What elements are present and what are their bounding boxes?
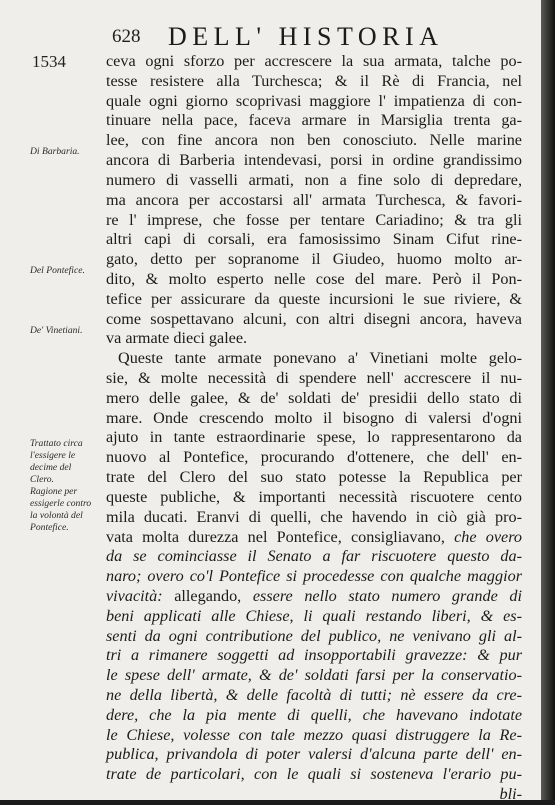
text-segment-italic: vivacità: bbox=[106, 586, 163, 605]
text-segment-italic: essere nello stato numero grande di bbox=[252, 586, 522, 605]
margin-note-ragione: Ragione per essigerle contro la volontà del Pontefice. bbox=[30, 486, 92, 533]
text-line: ma ancora per accostarsi all' armata Turchesca, & favori- bbox=[106, 190, 522, 209]
catchword: bli- bbox=[499, 785, 522, 804]
margin-note-vinetiani: De' Vinetiani. bbox=[30, 325, 83, 336]
text-line-italic: dere, che la pia mente di quelli, che havevano indotate bbox=[106, 705, 522, 724]
text-line-italic: da se cominciasse il Senato a far riscuotere questo da- bbox=[106, 547, 522, 566]
text-line: altri capi di corsali, era famosissimo Sinam Cifut rine- bbox=[106, 230, 522, 249]
text-segment: vata molta durezza nel Pontefice, consigliavano, bbox=[106, 527, 445, 546]
text-line: tinuare nella pace, faceva armare in Marsiglia trenta ga- bbox=[106, 111, 522, 130]
text-line-italic: publica, privandola di poter valersi d'alcuna parte dell' en- bbox=[106, 745, 522, 764]
text-line: ceva ogni sforzo per accrescere la sua armata, talche po- bbox=[106, 52, 522, 70]
text-line: mila ducati. Eranvi di quelli, che havendo in ciò già pro- bbox=[106, 507, 522, 526]
text-line bbox=[106, 528, 522, 548]
text-line-italic: ne della libertà, & delle facoltà di tutti; nè essere da cre- bbox=[106, 686, 522, 704]
text-line: lee, con fine ancora non ben conosciuto. Nelle marine bbox=[106, 131, 522, 150]
text-line: va armate dieci galee. bbox=[106, 329, 248, 348]
text-line: ancora di Barberia intendevasi, porsi in ordine grandissimo bbox=[106, 151, 522, 170]
text-line: queste publiche, & importanti necessità riscuotere cento bbox=[106, 487, 522, 506]
text-line: sie, & molte necessità di spendere nell' accrescere il nu- bbox=[106, 369, 522, 387]
page-number: 628 bbox=[112, 26, 141, 47]
text-line-italic: naro; overo co'l Pontefice si procedesse con qualche maggior bbox=[106, 567, 522, 586]
text-line-italic: trate de particolari, con le quali si sosteneva l'erario pu- bbox=[106, 765, 522, 784]
margin-note-barbaria: Di Barbaria. bbox=[30, 146, 80, 157]
body-text bbox=[106, 52, 522, 805]
text-line-italic: beni applicati alle Chiese, li quali restando liberi, & es- bbox=[106, 606, 522, 625]
margin-note-pontefice: Del Pontefice. bbox=[30, 265, 85, 276]
text-line: mare. Onde crescendo molto il bisogno di valersi d'ogni bbox=[106, 408, 522, 427]
text-line: tesse resistere alla Turchesca; & il Rè di Francia, nel bbox=[106, 71, 522, 90]
margin-note-trattato: Trattato circa l'essigere le decime del Clero. bbox=[30, 438, 83, 485]
text-line: nuovo al Pontefice, procurando d'ottenere, che dell' en- bbox=[106, 448, 522, 467]
text-line: ajuto in tante estraordinarie spese, lo rappresentarono da bbox=[106, 428, 522, 447]
running-head bbox=[0, 24, 541, 54]
text-line: numero di vasselli armati, non a fine solo di depredare, bbox=[106, 170, 522, 189]
text-line: gato, detto per sopranome il Giudeo, huomo molto ar- bbox=[106, 250, 522, 269]
margin-year: 1534 bbox=[32, 52, 66, 71]
text-line: dito, & molto esperto nelle cose del mare. Però il Pon- bbox=[106, 269, 522, 288]
running-title: DELL' HISTORIA bbox=[168, 22, 444, 51]
page-edge-shadow bbox=[541, 0, 555, 800]
text-line bbox=[106, 587, 522, 607]
text-line: tefice per assicurare da queste incursioni le sue riviere, & bbox=[106, 289, 522, 308]
text-line-italic: le spese dell' armate, & de' soldati farsi per la conservatio- bbox=[106, 666, 522, 685]
text-line: quale ogni giorno scoprivasi maggiore l' impatienza di con- bbox=[106, 91, 522, 110]
text-line-italic: tri a rimanere soggetti ad insopportabili gravezze: & pur bbox=[106, 646, 522, 665]
text-line-italic: senti da ogni contributione del publico, ne venivano gli al- bbox=[106, 626, 522, 645]
text-line: mero delle galee, & de' soldati de' presidii dello stato di bbox=[106, 388, 522, 407]
text-segment: allegando, bbox=[174, 586, 242, 605]
text-line: trate del Clero del suo stato potesse la Republica per bbox=[106, 468, 522, 487]
text-segment-italic: che overo bbox=[454, 527, 523, 546]
text-line: re l' imprese, che fosse per tentare Cariadino; & tra gli bbox=[106, 210, 522, 229]
text-line: come sospettavano alcuni, con altri disegni ancora, haveva bbox=[106, 309, 522, 328]
text-line-italic: le Chiese, volesse con tale mezzo quasi distruggere la Re- bbox=[106, 725, 522, 744]
text-line: Queste tante armate ponevano a' Vinetiani molte gelo- bbox=[118, 349, 522, 368]
